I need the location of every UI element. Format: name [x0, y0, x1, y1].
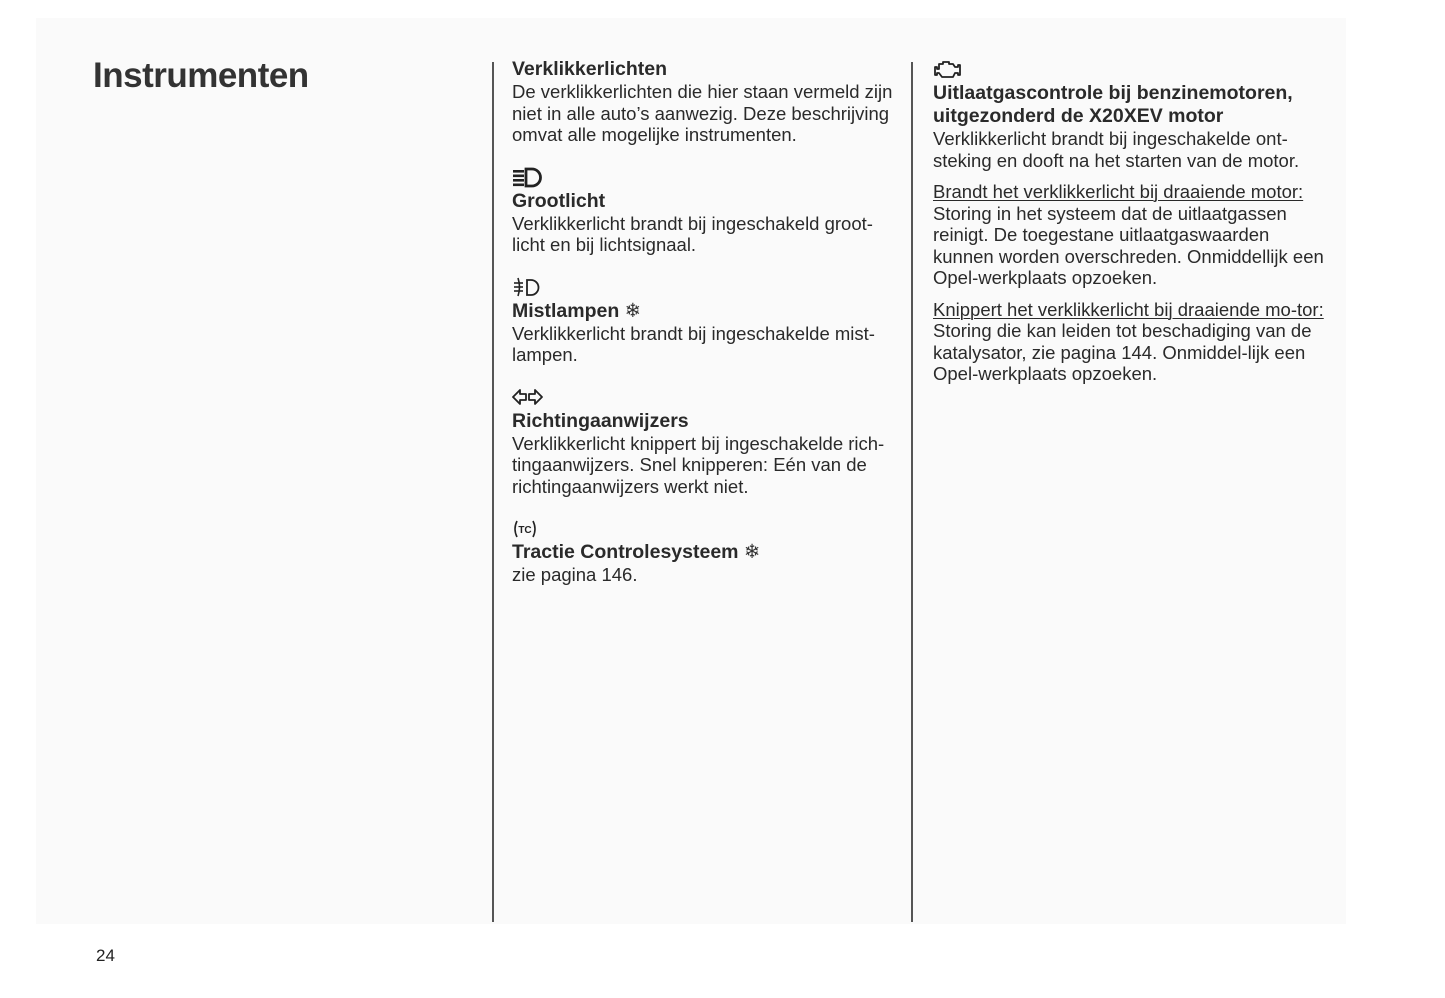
warning-paragraph-blinking: Knippert het verklikkerlicht bij draaiende mo-tor: Storing die kan leiden tot beschadiging van de katalysator, zie pagina 144. Onmiddel-lijk een Opel-werkplaats opzoeken. — [933, 298, 1324, 384]
section-heading: Verklikkerlichten — [512, 58, 668, 80]
indicator-high-beam — [512, 166, 897, 256]
page-number: 24 — [96, 946, 115, 965]
condition-lead: Brandt het verklikkerlicht bij draaiende motor: — [933, 181, 1304, 202]
fog-lamp-icon — [512, 276, 897, 300]
column-divider-2 — [911, 62, 913, 922]
indicator-turn-signal — [512, 386, 897, 498]
indicator-fog-lamp — [512, 276, 897, 366]
snowflake-icon: ❄ — [743, 541, 761, 563]
column-1 — [512, 58, 897, 606]
engine-icon — [933, 58, 1328, 82]
indicator-text: Verklikkerlicht knippert bij ingeschakelde rich-tingaanwijzers. Snel knipperen: Eén van de richtingaanwijzers werkt niet. — [512, 432, 885, 497]
indicator-text: Verklikkerlicht brandt bij ingeschakeld groot-licht en bij lichtsignaal. — [512, 212, 873, 255]
traction-control-icon — [512, 517, 897, 541]
indicator-heading: Richtingaanwijzers — [512, 409, 689, 432]
section-heading: Uitlaatgascontrole bij benzinemotoren, uitgezonderd de X20XEV motor — [933, 82, 1293, 127]
indicator-heading: Grootlicht — [512, 189, 606, 212]
snowflake-icon: ❄ — [624, 299, 642, 322]
high-beam-icon — [512, 166, 897, 190]
indicator-text: Verklikkerlicht brandt bij ingeschakelde mist-lampen. — [512, 322, 875, 365]
column-divider-1 — [492, 62, 494, 922]
warning-paragraph-steady: Brandt het verklikkerlicht bij draaiende motor: Storing in het systeem dat de uitlaatgassen reinigt. De toegestane uitlaatgaswaarden kunnen worden overschreden. Onmiddellijk een Opel-werkplaats opzoeken. — [933, 181, 1324, 288]
indicator-text: zie pagina 146. — [512, 564, 638, 585]
condition-lead: Knippert het verklikkerlicht bij draaiende mo-tor: — [933, 298, 1324, 320]
chapter-title: Instrumenten — [93, 56, 309, 95]
svg-text:TC: TC — [518, 525, 532, 536]
indicator-heading: Mistlampen ❄ — [512, 299, 642, 322]
section-text: Verklikkerlicht brandt bij ingeschakelde ont-steking en dooft na het starten van de motor. — [933, 128, 1300, 171]
indicator-traction-control — [512, 517, 897, 586]
indicator-heading: Tractie Controlesysteem ❄ — [512, 541, 761, 563]
column-2 — [933, 58, 1328, 395]
intro-section — [512, 58, 897, 146]
turn-signal-icon — [512, 386, 897, 410]
section-text: De verklikkerlichten die hier staan vermeld zijn niet in alle auto’s aanwezig. Deze beschrijving omvat alle mogelijke instrumenten. — [512, 81, 893, 145]
